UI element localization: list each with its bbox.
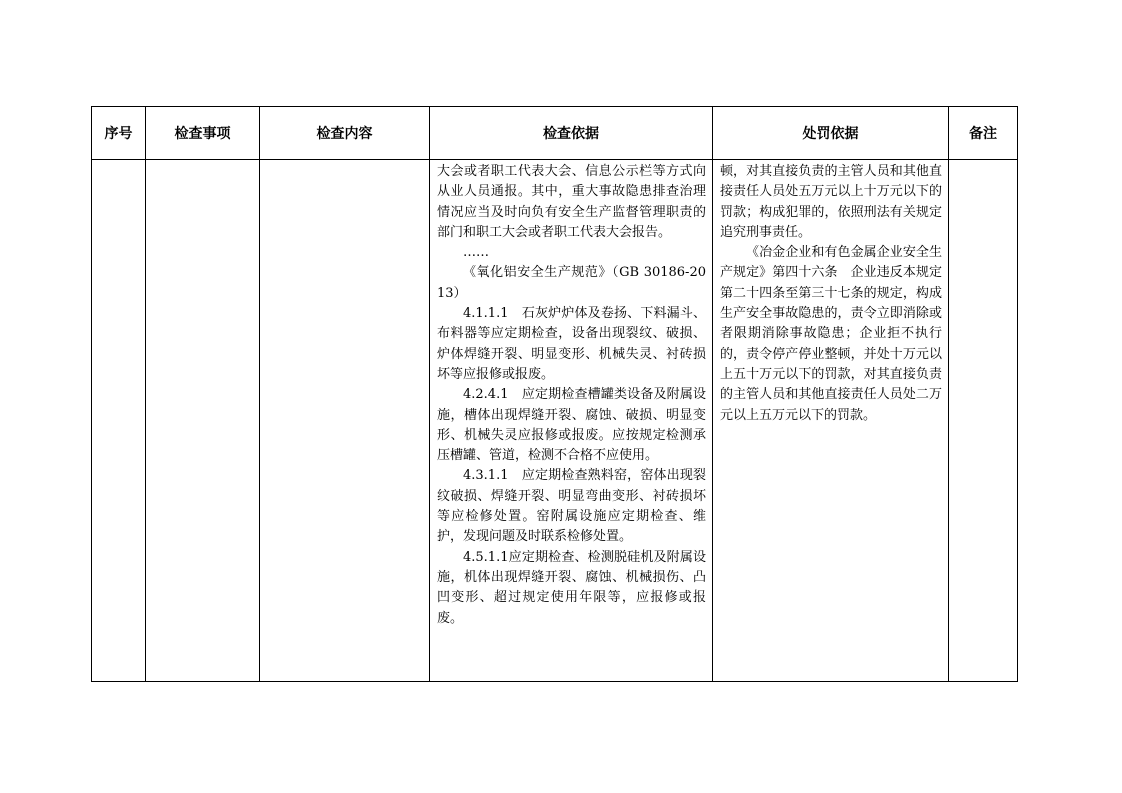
- penalty-paragraph: 《冶金企业和有色金属企业安全生产规定》第四十六条 企业违反本规定第二十四条至第三十七条的规定，构成生产安全事故隐患的，责令立即消除或者限期消除事故隐患；企业拒不执行的，责令停产停业整顿，并处十万元以上五十万元以下的罚款，对其直接负责的主管人员和其他直接责任人员处二万元以上五万元以下的罚款。: [720, 245, 942, 423]
- penalty-text-block: [713, 160, 948, 426]
- cell-item-text: [146, 160, 259, 162]
- basis-paragraph: 大会或者职工代表大会、信息公示栏等方式向从业人员通报。其中，重大事故隐患排查治理情况应当及时向负有安全生产监督管理职责的部门和职工大会或者职工代表大会报告。: [437, 164, 706, 240]
- basis-paragraph: 4.2.4.1 应定期检查槽罐类设备及附属设施，槽体出现焊缝开裂、腐蚀、破损、明显变形、机械失灵应报修或报废。应按规定检测承压槽罐、管道，检测不合格不应使用。: [437, 387, 706, 464]
- cell-inspection-basis: [430, 160, 713, 682]
- cell-penalty-basis: [713, 160, 949, 682]
- cell-inspection-item: [146, 160, 260, 682]
- basis-paragraph: ……: [463, 245, 489, 261]
- header-inspection-item: 检查事项: [146, 107, 260, 160]
- basis-text-block: [430, 160, 712, 629]
- basis-paragraph: 4.1.1.1 石灰炉炉体及卷扬、下料漏斗、布料器等应定期检查，设备出现裂纹、破损、炉体焊缝开裂、明显变形、机械失灵、衬砖损坏等应报修或报废。: [437, 306, 706, 382]
- header-seq: 序号: [92, 107, 146, 160]
- penalty-paragraph: 顿，对其直接负责的主管人员和其他直接责任人员处五万元以上十万元以下的罚款；构成犯罪的，依照刑法有关规定追究刑事责任。: [720, 164, 942, 240]
- basis-paragraph: 4.3.1.1 应定期检查熟料窑，窑体出现裂纹破损、焊缝开裂、明显弯曲变形、衬砖损坏等应检修处置。窑附属设施应定期检查、维护，发现问题及时联系检修处置。: [437, 468, 706, 545]
- cell-inspection-content: [260, 160, 430, 682]
- inspection-table: [91, 106, 1018, 682]
- cell-remarks-text: [949, 160, 1017, 162]
- cell-seq-text: [92, 160, 145, 162]
- cell-seq: [92, 160, 146, 682]
- header-inspection-basis: 检查依据: [430, 107, 713, 160]
- header-inspection-content: 检查内容: [260, 107, 430, 160]
- table-header-row: [92, 107, 1018, 160]
- header-remarks: 备注: [949, 107, 1018, 160]
- header-penalty-basis: 处罚依据: [713, 107, 949, 160]
- basis-paragraph: 《氧化铝安全生产规范》（GB 30186-2013）: [437, 265, 706, 301]
- table-row: [92, 160, 1018, 682]
- cell-content-text: [260, 160, 429, 162]
- basis-paragraph: 4.5.1.1应定期检查、检测脱硅机及附属设施，机体出现焊缝开裂、腐蚀、机械损伤、凸凹变形、超过规定使用年限等，应报修或报废。: [437, 549, 706, 626]
- cell-remarks: [949, 160, 1018, 682]
